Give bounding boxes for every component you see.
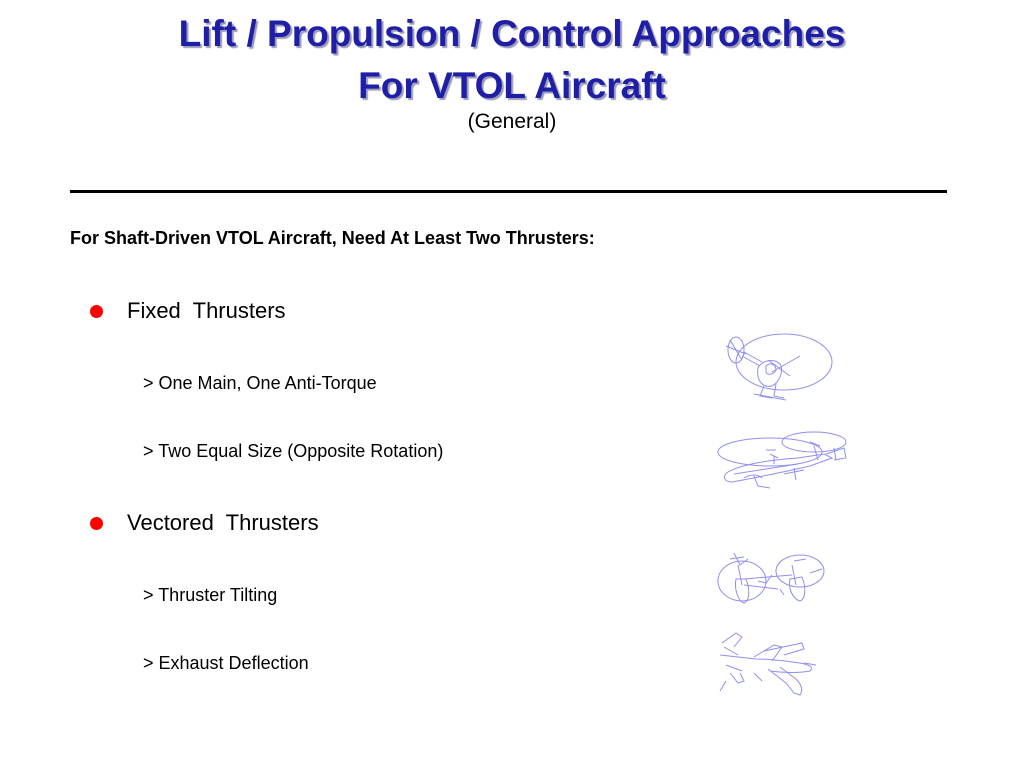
tandem-rotor-sketch-icon: [714, 424, 854, 492]
red-bullet-icon: [90, 305, 103, 318]
helicopter-sketch-icon: [714, 330, 839, 405]
slide-title-line-1: Lift / Propulsion / Control Approaches: [178, 13, 846, 54]
red-bullet-icon: [90, 517, 103, 530]
sub-item-thruster-tilting: > Thruster Tilting: [143, 585, 278, 605]
slide-subtitle: (General): [467, 110, 557, 133]
slide-title-line-2: For VTOL Aircraft: [358, 65, 666, 106]
sub-item-main-anti-torque: > One Main, One Anti-Torque: [143, 373, 377, 393]
horizontal-divider: [70, 190, 947, 193]
vectored-jet-sketch-icon: [714, 625, 824, 697]
section-heading: For Shaft-Driven VTOL Aircraft, Need At Least Two Thrusters:: [70, 228, 595, 248]
sub-item-two-equal-size: > Two Equal Size (Opposite Rotation): [143, 441, 444, 461]
sub-item-exhaust-deflection: > Exhaust Deflection: [143, 653, 309, 673]
tiltrotor-sketch-icon: [714, 545, 834, 613]
bullet-label: Vectored Thrusters: [127, 510, 319, 535]
bullet-label: Fixed Thrusters: [127, 298, 286, 323]
